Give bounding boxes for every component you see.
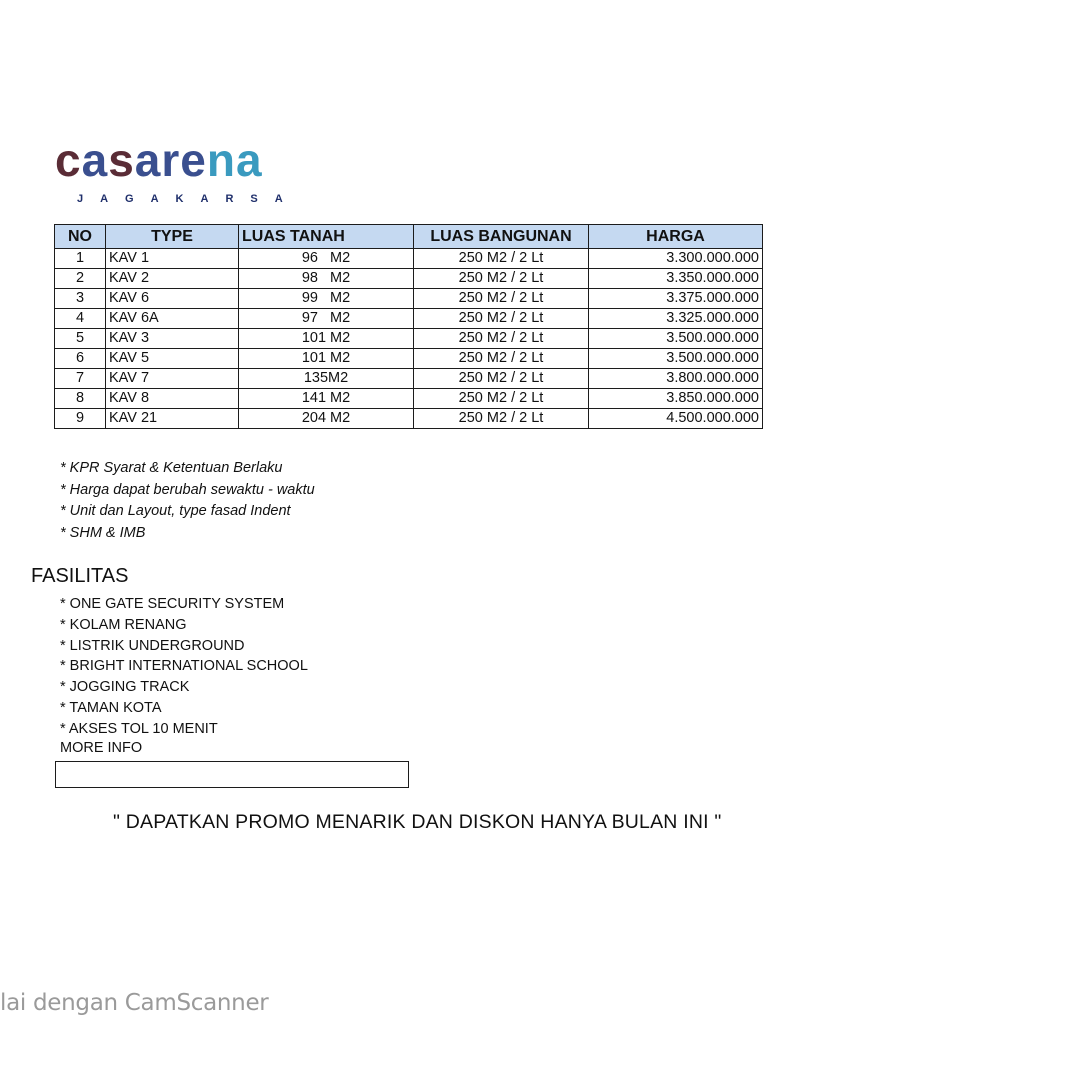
cell-luas-tanah: 98 M2 bbox=[239, 269, 414, 289]
facilities-list bbox=[60, 594, 308, 740]
cell-type: KAV 6 bbox=[106, 289, 239, 309]
cell-luas-tanah: 96 M2 bbox=[239, 249, 414, 269]
cell-luas-tanah: 141 M2 bbox=[239, 389, 414, 409]
cell-harga: 3.850.000.000 bbox=[589, 389, 763, 409]
logo-letter: c bbox=[55, 138, 82, 186]
cell-no: 6 bbox=[55, 349, 106, 369]
cell-no: 1 bbox=[55, 249, 106, 269]
header-type: TYPE bbox=[106, 225, 239, 249]
cell-type: KAV 8 bbox=[106, 389, 239, 409]
facility-item: * KOLAM RENANG bbox=[60, 616, 187, 633]
price-table bbox=[54, 224, 763, 429]
brand-logo bbox=[55, 138, 325, 208]
cell-harga: 3.300.000.000 bbox=[589, 249, 763, 269]
cell-luas-tanah: 101 M2 bbox=[239, 329, 414, 349]
logo-letter: a bbox=[134, 138, 162, 186]
facility-item: * TAMAN KOTA bbox=[60, 699, 162, 716]
logo-wordmark bbox=[55, 138, 263, 186]
cell-type: KAV 21 bbox=[106, 409, 239, 429]
table-row bbox=[55, 349, 763, 369]
camscanner-watermark: lai dengan CamScanner bbox=[0, 990, 269, 1016]
table-row bbox=[55, 289, 763, 309]
note-item: * SHM & IMB bbox=[60, 524, 146, 541]
cell-luas-tanah: 101 M2 bbox=[239, 349, 414, 369]
cell-luas-bangunan: 250 M2 / 2 Lt bbox=[414, 269, 589, 289]
cell-luas-bangunan: 250 M2 / 2 Lt bbox=[414, 369, 589, 389]
table-row bbox=[55, 369, 763, 389]
cell-luas-tanah: 204 M2 bbox=[239, 409, 414, 429]
logo-letter: s bbox=[108, 138, 135, 186]
facility-item: * BRIGHT INTERNATIONAL SCHOOL bbox=[60, 658, 308, 675]
logo-location: JAGAKARSA bbox=[77, 193, 300, 205]
more-info-box bbox=[55, 761, 409, 788]
cell-type: KAV 6A bbox=[106, 309, 239, 329]
facility-item: * LISTRIK UNDERGROUND bbox=[60, 637, 245, 654]
cell-luas-bangunan: 250 M2 / 2 Lt bbox=[414, 389, 589, 409]
cell-luas-bangunan: 250 M2 / 2 Lt bbox=[414, 249, 589, 269]
header-harga: HARGA bbox=[589, 225, 763, 249]
cell-type: KAV 1 bbox=[106, 249, 239, 269]
logo-letter: e bbox=[180, 138, 207, 186]
header-luas-bangunan: LUAS BANGUNAN bbox=[414, 225, 589, 249]
cell-luas-bangunan: 250 M2 / 2 Lt bbox=[414, 409, 589, 429]
note-item: * Unit dan Layout, type fasad Indent bbox=[60, 503, 291, 519]
facility-item: * ONE GATE SECURITY SYSTEM bbox=[60, 596, 285, 612]
cell-luas-bangunan: 250 M2 / 2 Lt bbox=[414, 329, 589, 349]
cell-no: 9 bbox=[55, 409, 106, 429]
cell-harga: 3.500.000.000 bbox=[589, 329, 763, 349]
cell-no: 8 bbox=[55, 389, 106, 409]
cell-harga: 4.500.000.000 bbox=[589, 409, 763, 429]
note-item: * Harga dapat berubah sewaktu - waktu bbox=[60, 481, 315, 498]
logo-letter: a bbox=[81, 138, 109, 186]
table-row bbox=[55, 309, 763, 329]
logo-letter: n bbox=[206, 138, 236, 186]
cell-harga: 3.800.000.000 bbox=[589, 369, 763, 389]
table-row bbox=[55, 249, 763, 269]
table-row bbox=[55, 269, 763, 289]
note-item: * KPR Syarat & Ketentuan Berlaku bbox=[60, 460, 283, 476]
header-no: NO bbox=[55, 225, 106, 249]
cell-harga: 3.350.000.000 bbox=[589, 269, 763, 289]
cell-type: KAV 5 bbox=[106, 349, 239, 369]
cell-luas-tanah: 99 M2 bbox=[239, 289, 414, 309]
cell-luas-bangunan: 250 M2 / 2 Lt bbox=[414, 309, 589, 329]
cell-no: 7 bbox=[55, 369, 106, 389]
promo-text: " DAPATKAN PROMO MENARIK DAN DISKON HANYA BULAN INI " bbox=[113, 811, 722, 833]
table-row bbox=[55, 389, 763, 409]
cell-type: KAV 2 bbox=[106, 269, 239, 289]
header-luas-tanah: LUAS TANAH bbox=[239, 225, 414, 249]
notes-list bbox=[60, 458, 315, 544]
cell-no: 2 bbox=[55, 269, 106, 289]
logo-letter: r bbox=[161, 138, 181, 186]
cell-luas-bangunan: 250 M2 / 2 Lt bbox=[414, 289, 589, 309]
cell-luas-bangunan: 250 M2 / 2 Lt bbox=[414, 349, 589, 369]
table-body bbox=[55, 249, 763, 429]
cell-type: KAV 3 bbox=[106, 329, 239, 349]
table-header-row bbox=[55, 225, 763, 249]
logo-letter: a bbox=[235, 138, 263, 186]
facility-item: * AKSES TOL 10 MENIT bbox=[60, 720, 218, 737]
cell-luas-tanah: 97 M2 bbox=[239, 309, 414, 329]
cell-type: KAV 7 bbox=[106, 369, 239, 389]
casarena-logo bbox=[55, 138, 325, 208]
table-row bbox=[55, 409, 763, 429]
cell-no: 3 bbox=[55, 289, 106, 309]
cell-harga: 3.375.000.000 bbox=[589, 289, 763, 309]
cell-no: 5 bbox=[55, 329, 106, 349]
facility-item: * JOGGING TRACK bbox=[60, 679, 190, 696]
table-row bbox=[55, 329, 763, 349]
cell-luas-tanah: 135M2 bbox=[239, 369, 414, 389]
fasilitas-title: FASILITAS bbox=[31, 565, 129, 587]
more-info-label: MORE INFO bbox=[60, 740, 143, 756]
cell-harga: 3.500.000.000 bbox=[589, 349, 763, 369]
cell-harga: 3.325.000.000 bbox=[589, 309, 763, 329]
cell-no: 4 bbox=[55, 309, 106, 329]
